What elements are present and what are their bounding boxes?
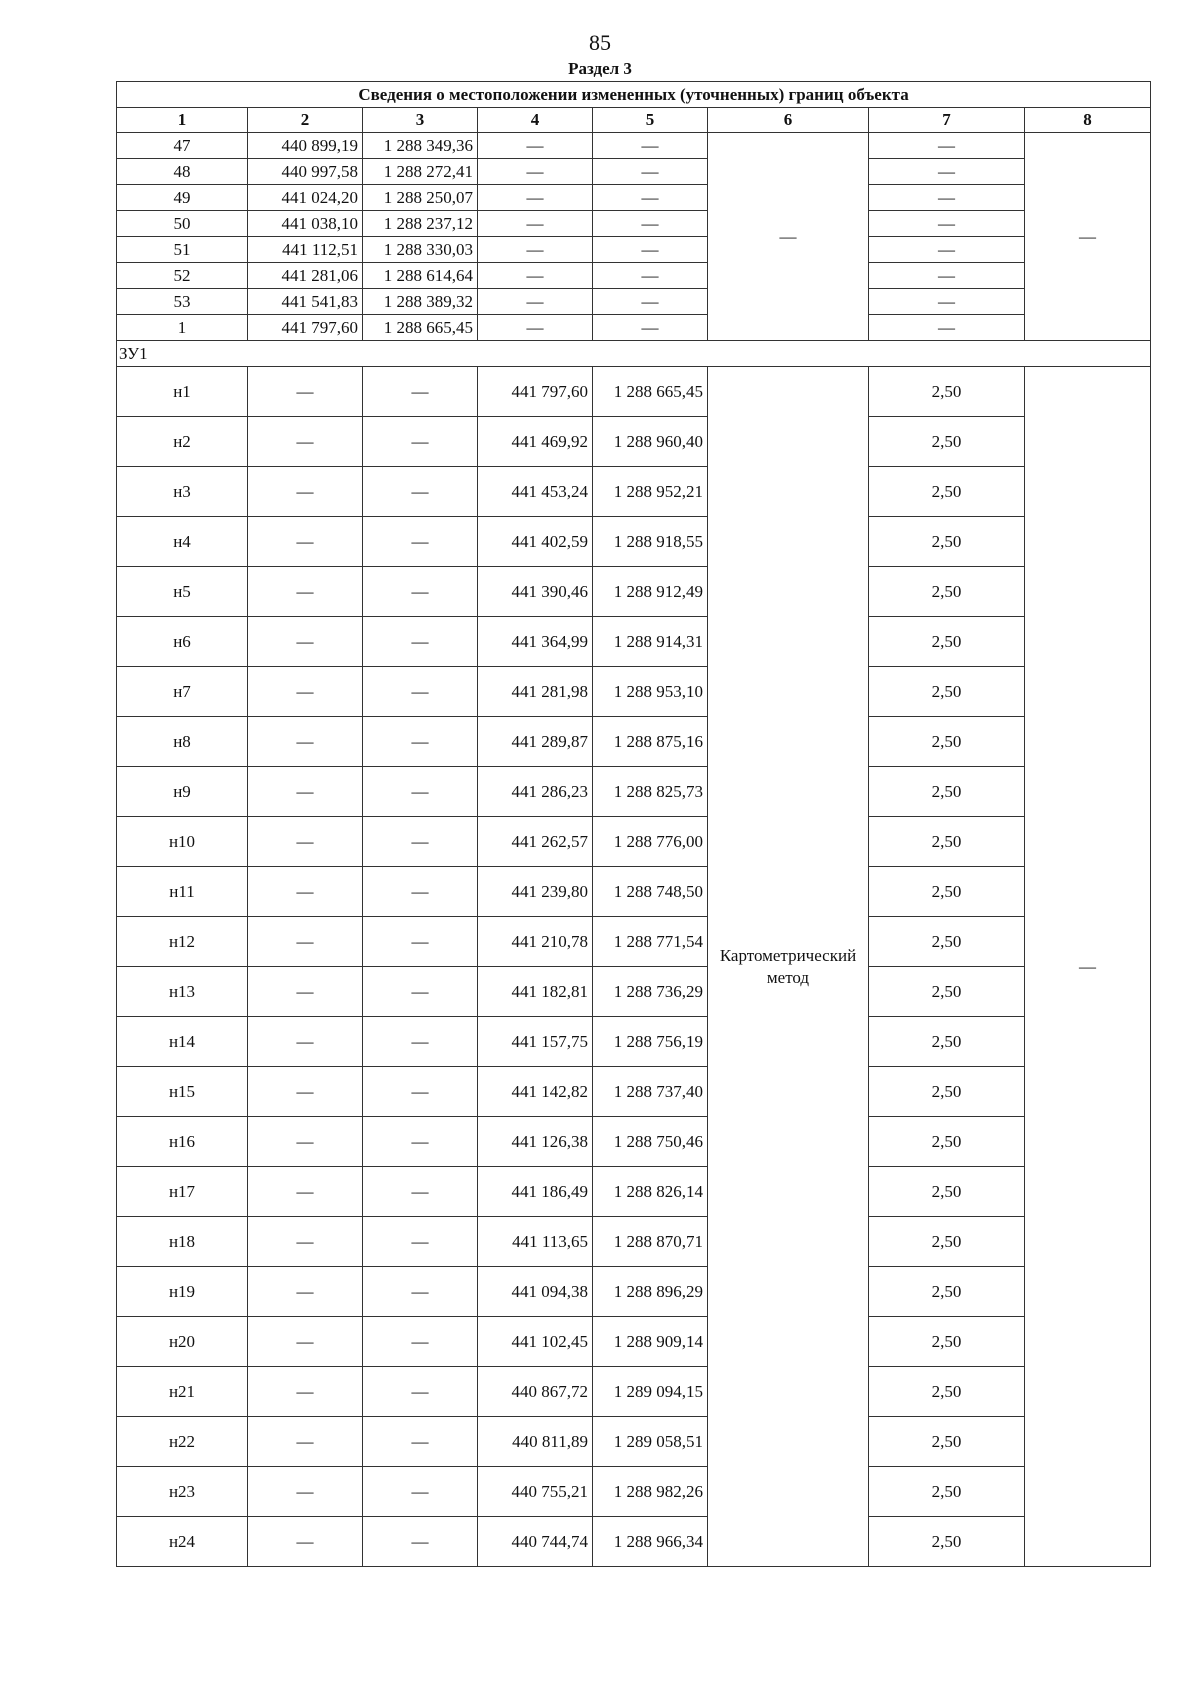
y-new-cell: 1 288 918,55 xyxy=(593,517,708,567)
column-numbers-row xyxy=(117,108,1151,133)
y-old-cell: 1 288 665,45 xyxy=(363,315,478,341)
x-old-cell: — xyxy=(248,767,363,817)
x-old-cell: — xyxy=(248,517,363,567)
accuracy-cell: 2,50 xyxy=(869,1217,1025,1267)
accuracy-cell: 2,50 xyxy=(869,617,1025,667)
y-new-cell: — xyxy=(593,159,708,185)
x-new-cell: 440 811,89 xyxy=(478,1417,593,1467)
x-new-cell: — xyxy=(478,237,593,263)
x-old-cell: — xyxy=(248,1367,363,1417)
column-number: 5 xyxy=(593,108,708,133)
x-new-cell: — xyxy=(478,185,593,211)
x-new-cell: 440 755,21 xyxy=(478,1467,593,1517)
y-old-cell: 1 288 614,64 xyxy=(363,263,478,289)
point-name-cell: н3 xyxy=(117,467,248,517)
point-name-cell: н7 xyxy=(117,667,248,717)
x-new-cell: 441 262,57 xyxy=(478,817,593,867)
y-new-cell: 1 288 982,26 xyxy=(593,1467,708,1517)
y-new-cell: 1 288 737,40 xyxy=(593,1067,708,1117)
point-name-cell: 52 xyxy=(117,263,248,289)
column-number: 2 xyxy=(248,108,363,133)
point-name-cell: 50 xyxy=(117,211,248,237)
y-new-cell: — xyxy=(593,185,708,211)
accuracy-cell: 2,50 xyxy=(869,667,1025,717)
x-new-cell: 441 182,81 xyxy=(478,967,593,1017)
table-row xyxy=(117,867,1151,917)
y-new-cell: 1 288 825,73 xyxy=(593,767,708,817)
y-old-cell: 1 288 330,03 xyxy=(363,237,478,263)
column-number: 3 xyxy=(363,108,478,133)
point-name-cell: н6 xyxy=(117,617,248,667)
y-old-cell: — xyxy=(363,1217,478,1267)
y-old-cell: — xyxy=(363,417,478,467)
y-new-cell: — xyxy=(593,237,708,263)
y-old-cell: — xyxy=(363,1517,478,1567)
y-new-cell: 1 288 952,21 xyxy=(593,467,708,517)
y-new-cell: 1 288 909,14 xyxy=(593,1317,708,1367)
accuracy-cell: 2,50 xyxy=(869,1117,1025,1167)
point-name-cell: н4 xyxy=(117,517,248,567)
point-name-cell: 47 xyxy=(117,133,248,159)
table-row xyxy=(117,1017,1151,1067)
y-old-cell: — xyxy=(363,1367,478,1417)
y-new-cell: — xyxy=(593,315,708,341)
x-new-cell: 441 453,24 xyxy=(478,467,593,517)
table-row xyxy=(117,367,1151,417)
y-old-cell: 1 288 250,07 xyxy=(363,185,478,211)
x-old-cell: — xyxy=(248,1417,363,1467)
x-old-cell: 440 899,19 xyxy=(248,133,363,159)
y-new-cell: 1 288 875,16 xyxy=(593,717,708,767)
point-name-cell: н17 xyxy=(117,1167,248,1217)
table-row xyxy=(117,567,1151,617)
page-number: 85 xyxy=(589,30,611,55)
y-old-cell: — xyxy=(363,667,478,717)
y-old-cell: — xyxy=(363,867,478,917)
accuracy-cell: 2,50 xyxy=(869,767,1025,817)
table-row xyxy=(117,1267,1151,1317)
accuracy-cell: 2,50 xyxy=(869,567,1025,617)
accuracy-cell: 2,50 xyxy=(869,1367,1025,1417)
y-old-cell: — xyxy=(363,1167,478,1217)
point-name-cell: н24 xyxy=(117,1517,248,1567)
x-old-cell: — xyxy=(248,1467,363,1517)
point-name-cell: 53 xyxy=(117,289,248,315)
table-row xyxy=(117,817,1151,867)
accuracy-cell: — xyxy=(869,185,1025,211)
accuracy-cell: 2,50 xyxy=(869,967,1025,1017)
table-row xyxy=(117,1217,1151,1267)
x-old-cell: — xyxy=(248,567,363,617)
y-old-cell: — xyxy=(363,1467,478,1517)
column-number: 7 xyxy=(869,108,1025,133)
accuracy-cell: 2,50 xyxy=(869,867,1025,917)
x-new-cell: 441 210,78 xyxy=(478,917,593,967)
x-new-cell: 440 867,72 xyxy=(478,1367,593,1417)
x-old-cell: — xyxy=(248,1017,363,1067)
table-row xyxy=(117,159,1151,185)
accuracy-cell: 2,50 xyxy=(869,417,1025,467)
y-old-cell: — xyxy=(363,467,478,517)
accuracy-cell: 2,50 xyxy=(869,467,1025,517)
y-new-cell: 1 288 771,54 xyxy=(593,917,708,967)
x-old-cell: — xyxy=(248,967,363,1017)
y-new-cell: 1 288 953,10 xyxy=(593,667,708,717)
x-new-cell: — xyxy=(478,263,593,289)
accuracy-cell: — xyxy=(869,211,1025,237)
point-name-cell: н5 xyxy=(117,567,248,617)
x-old-cell: — xyxy=(248,1317,363,1367)
table-caption: Сведения о местоположении измененных (уточненных) границ объекта xyxy=(117,82,1151,108)
x-new-cell: 441 469,92 xyxy=(478,417,593,467)
table-row xyxy=(117,263,1151,289)
accuracy-cell: 2,50 xyxy=(869,1067,1025,1117)
point-name-cell: 48 xyxy=(117,159,248,185)
x-new-cell: 441 289,87 xyxy=(478,717,593,767)
point-name-cell: н1 xyxy=(117,367,248,417)
point-name-cell: н2 xyxy=(117,417,248,467)
y-new-cell: 1 288 912,49 xyxy=(593,567,708,617)
x-old-cell: — xyxy=(248,817,363,867)
x-old-cell: — xyxy=(248,417,363,467)
x-old-cell: — xyxy=(248,1267,363,1317)
y-old-cell: — xyxy=(363,717,478,767)
y-old-cell: — xyxy=(363,1267,478,1317)
accuracy-cell: 2,50 xyxy=(869,1017,1025,1067)
x-old-cell: — xyxy=(248,1117,363,1167)
y-new-cell: 1 288 750,46 xyxy=(593,1117,708,1167)
x-new-cell: 441 186,49 xyxy=(478,1167,593,1217)
point-name-cell: н12 xyxy=(117,917,248,967)
y-new-cell: 1 288 665,45 xyxy=(593,367,708,417)
x-new-cell: 441 364,99 xyxy=(478,617,593,667)
x-new-cell: 441 390,46 xyxy=(478,567,593,617)
point-name-cell: н16 xyxy=(117,1117,248,1167)
y-old-cell: — xyxy=(363,767,478,817)
x-new-cell: 441 286,23 xyxy=(478,767,593,817)
table-row xyxy=(117,917,1151,967)
point-name-cell: н15 xyxy=(117,1067,248,1117)
point-name-cell: н8 xyxy=(117,717,248,767)
table-row xyxy=(117,467,1151,517)
x-new-cell: 441 281,98 xyxy=(478,667,593,717)
accuracy-cell: 2,50 xyxy=(869,1167,1025,1217)
accuracy-cell: 2,50 xyxy=(869,917,1025,967)
y-old-cell: — xyxy=(363,1067,478,1117)
table-row xyxy=(117,967,1151,1017)
x-new-cell: — xyxy=(478,211,593,237)
method-cell: — xyxy=(708,133,869,341)
table-row xyxy=(117,617,1151,667)
group-row xyxy=(117,341,1151,367)
y-new-cell: 1 288 870,71 xyxy=(593,1217,708,1267)
x-new-cell: 441 113,65 xyxy=(478,1217,593,1267)
y-new-cell: — xyxy=(593,211,708,237)
y-old-cell: 1 288 237,12 xyxy=(363,211,478,237)
point-name-cell: 1 xyxy=(117,315,248,341)
point-name-cell: н20 xyxy=(117,1317,248,1367)
x-old-cell: 441 797,60 xyxy=(248,315,363,341)
x-new-cell: 441 157,75 xyxy=(478,1017,593,1067)
boundary-table xyxy=(116,81,1151,1567)
table-row xyxy=(117,237,1151,263)
point-name-cell: 49 xyxy=(117,185,248,211)
y-new-cell: 1 288 736,29 xyxy=(593,967,708,1017)
y-old-cell: 1 288 389,32 xyxy=(363,289,478,315)
accuracy-cell: 2,50 xyxy=(869,1317,1025,1367)
x-old-cell: — xyxy=(248,1067,363,1117)
y-old-cell: — xyxy=(363,967,478,1017)
accuracy-cell: 2,50 xyxy=(869,517,1025,567)
point-name-cell: н23 xyxy=(117,1467,248,1517)
y-old-cell: — xyxy=(363,617,478,667)
accuracy-cell: 2,50 xyxy=(869,367,1025,417)
accuracy-cell: 2,50 xyxy=(869,1467,1025,1517)
y-old-cell: 1 288 272,41 xyxy=(363,159,478,185)
point-name-cell: н10 xyxy=(117,817,248,867)
table-row xyxy=(117,767,1151,817)
x-old-cell: — xyxy=(248,717,363,767)
y-new-cell: 1 288 896,29 xyxy=(593,1267,708,1317)
y-new-cell: 1 288 914,31 xyxy=(593,617,708,667)
table-row xyxy=(117,517,1151,567)
y-old-cell: — xyxy=(363,817,478,867)
table-row xyxy=(117,289,1151,315)
x-old-cell: 441 281,06 xyxy=(248,263,363,289)
x-new-cell: 441 126,38 xyxy=(478,1117,593,1167)
x-old-cell: — xyxy=(248,917,363,967)
y-new-cell: — xyxy=(593,263,708,289)
y-new-cell: 1 289 058,51 xyxy=(593,1417,708,1467)
x-old-cell: — xyxy=(248,1167,363,1217)
x-new-cell: 441 142,82 xyxy=(478,1067,593,1117)
column-number: 4 xyxy=(478,108,593,133)
accuracy-cell: — xyxy=(869,315,1025,341)
x-new-cell: — xyxy=(478,289,593,315)
accuracy-cell: 2,50 xyxy=(869,1517,1025,1567)
table-row xyxy=(117,1117,1151,1167)
y-old-cell: — xyxy=(363,517,478,567)
table-row xyxy=(117,417,1151,467)
point-name-cell: н9 xyxy=(117,767,248,817)
accuracy-cell: 2,50 xyxy=(869,717,1025,767)
y-old-cell: 1 288 349,36 xyxy=(363,133,478,159)
accuracy-cell: — xyxy=(869,133,1025,159)
x-old-cell: — xyxy=(248,867,363,917)
y-old-cell: — xyxy=(363,1417,478,1467)
x-old-cell: — xyxy=(248,367,363,417)
table-row xyxy=(117,667,1151,717)
y-new-cell: 1 288 960,40 xyxy=(593,417,708,467)
table-row xyxy=(117,315,1151,341)
x-new-cell: 441 239,80 xyxy=(478,867,593,917)
x-old-cell: — xyxy=(248,1517,363,1567)
y-new-cell: — xyxy=(593,289,708,315)
x-old-cell: — xyxy=(248,467,363,517)
method-cell: Картометрический метод xyxy=(708,367,869,1567)
x-new-cell: 441 094,38 xyxy=(478,1267,593,1317)
accuracy-cell: 2,50 xyxy=(869,817,1025,867)
table-row xyxy=(117,133,1151,159)
accuracy-cell: — xyxy=(869,237,1025,263)
table-row xyxy=(117,1067,1151,1117)
table-row xyxy=(117,1317,1151,1367)
point-name-cell: н21 xyxy=(117,1367,248,1417)
table-row xyxy=(117,211,1151,237)
x-new-cell: 441 797,60 xyxy=(478,367,593,417)
table-row xyxy=(117,1367,1151,1417)
description-cell: — xyxy=(1025,133,1151,341)
y-old-cell: — xyxy=(363,567,478,617)
x-new-cell: 441 402,59 xyxy=(478,517,593,567)
y-old-cell: — xyxy=(363,1117,478,1167)
x-old-cell: — xyxy=(248,1217,363,1267)
point-name-cell: н18 xyxy=(117,1217,248,1267)
x-new-cell: 441 102,45 xyxy=(478,1317,593,1367)
point-name-cell: н22 xyxy=(117,1417,248,1467)
y-new-cell: 1 288 756,19 xyxy=(593,1017,708,1067)
x-new-cell: — xyxy=(478,159,593,185)
table-row xyxy=(117,1517,1151,1567)
accuracy-cell: — xyxy=(869,159,1025,185)
description-cell: — xyxy=(1025,367,1151,1567)
group-label: ЗУ1 xyxy=(117,341,1151,367)
y-new-cell: — xyxy=(593,133,708,159)
point-name-cell: н19 xyxy=(117,1267,248,1317)
point-name-cell: 51 xyxy=(117,237,248,263)
x-old-cell: 441 112,51 xyxy=(248,237,363,263)
y-new-cell: 1 288 966,34 xyxy=(593,1517,708,1567)
table-row xyxy=(117,1467,1151,1517)
y-old-cell: — xyxy=(363,917,478,967)
x-old-cell: 441 038,10 xyxy=(248,211,363,237)
x-new-cell: 440 744,74 xyxy=(478,1517,593,1567)
y-new-cell: 1 288 748,50 xyxy=(593,867,708,917)
accuracy-cell: 2,50 xyxy=(869,1417,1025,1467)
y-old-cell: — xyxy=(363,1317,478,1367)
y-new-cell: 1 289 094,15 xyxy=(593,1367,708,1417)
accuracy-cell: — xyxy=(869,263,1025,289)
column-number: 8 xyxy=(1025,108,1151,133)
x-old-cell: — xyxy=(248,667,363,717)
column-number: 6 xyxy=(708,108,869,133)
x-new-cell: — xyxy=(478,315,593,341)
y-old-cell: — xyxy=(363,367,478,417)
section-title: Раздел 3 xyxy=(568,59,632,78)
table-row xyxy=(117,1417,1151,1467)
accuracy-cell: 2,50 xyxy=(869,1267,1025,1317)
accuracy-cell: — xyxy=(869,289,1025,315)
x-old-cell: 440 997,58 xyxy=(248,159,363,185)
x-old-cell: 441 024,20 xyxy=(248,185,363,211)
column-number: 1 xyxy=(117,108,248,133)
point-name-cell: н11 xyxy=(117,867,248,917)
x-old-cell: — xyxy=(248,617,363,667)
point-name-cell: н14 xyxy=(117,1017,248,1067)
table-row xyxy=(117,717,1151,767)
table-row xyxy=(117,1167,1151,1217)
table-row xyxy=(117,185,1151,211)
y-new-cell: 1 288 776,00 xyxy=(593,817,708,867)
x-old-cell: 441 541,83 xyxy=(248,289,363,315)
point-name-cell: н13 xyxy=(117,967,248,1017)
y-new-cell: 1 288 826,14 xyxy=(593,1167,708,1217)
x-new-cell: — xyxy=(478,133,593,159)
y-old-cell: — xyxy=(363,1017,478,1067)
